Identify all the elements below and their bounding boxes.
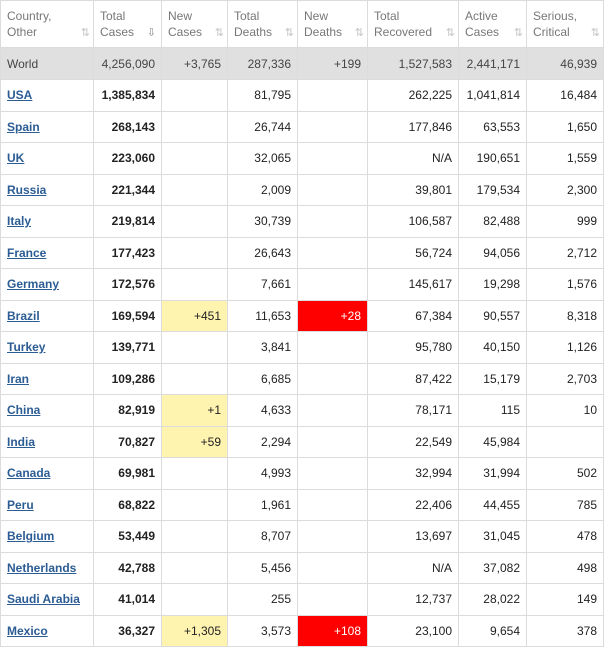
total-cases-cell: 169,594 [94, 300, 162, 332]
total-cases-cell: 223,060 [94, 143, 162, 175]
total-deaths-cell: 81,795 [228, 80, 298, 112]
total-deaths-cell: 7,661 [228, 269, 298, 301]
total-deaths-cell: 8,707 [228, 521, 298, 553]
total-recovered-cell: 177,846 [368, 111, 459, 143]
active-cases-cell: 31,045 [459, 521, 527, 553]
total-recovered-cell: 95,780 [368, 332, 459, 364]
country-cell [1, 458, 94, 490]
total-recovered-cell: N/A [368, 552, 459, 584]
total-cases-cell: 177,423 [94, 237, 162, 269]
active-cases-cell: 40,150 [459, 332, 527, 364]
total-cases-cell: 268,143 [94, 111, 162, 143]
sort-arrows-icon[interactable]: ⇅ [80, 27, 88, 39]
sort-arrows-icon[interactable]: ⇅ [513, 27, 521, 39]
new-cases-cell [162, 206, 228, 238]
total-deaths-cell: 1,961 [228, 489, 298, 521]
total-cases-cell: 109,286 [94, 363, 162, 395]
serious-critical-cell: 1,576 [527, 269, 604, 301]
country-link[interactable]: Peru [7, 497, 34, 512]
new-deaths-cell [298, 111, 368, 143]
total-recovered-cell: 67,384 [368, 300, 459, 332]
new-deaths-cell: +108 [298, 615, 368, 647]
new-cases-cell [162, 80, 228, 112]
column-header-label-line2: Deaths [234, 25, 273, 39]
table-row [1, 174, 604, 206]
new-cases-cell: +1 [162, 395, 228, 427]
new-cases-cell [162, 237, 228, 269]
column-header-country[interactable] [1, 1, 94, 48]
country-cell [1, 111, 94, 143]
total-recovered-cell: N/A [368, 143, 459, 175]
column-header-total-recovered[interactable] [368, 1, 459, 48]
new-deaths-cell [298, 584, 368, 616]
table-body [1, 48, 604, 647]
column-header-label-line2: Cases [168, 25, 203, 39]
active-cases-cell: 63,553 [459, 111, 527, 143]
country-cell [1, 269, 94, 301]
active-cases-cell: 37,082 [459, 552, 527, 584]
total-recovered-cell: 12,737 [368, 584, 459, 616]
column-header-total-deaths[interactable] [228, 1, 298, 48]
column-header-label-line2: Recovered [374, 25, 433, 39]
table-row [1, 237, 604, 269]
column-header-label-line1: New [304, 9, 329, 23]
total-cases-cell: 219,814 [94, 206, 162, 238]
active-cases-cell: 44,455 [459, 489, 527, 521]
table-row [1, 143, 604, 175]
column-header-label-line1: Total [100, 9, 126, 23]
country-cell [1, 395, 94, 427]
total-recovered-cell: 22,549 [368, 426, 459, 458]
column-header-total-cases[interactable] [94, 1, 162, 48]
active-cases-cell: 45,984 [459, 426, 527, 458]
total-deaths-cell: 255 [228, 584, 298, 616]
active-cases-cell: 1,041,814 [459, 80, 527, 112]
total-cases-cell: 41,014 [94, 584, 162, 616]
column-header-new-deaths[interactable] [298, 1, 368, 48]
serious-critical-cell: 1,126 [527, 332, 604, 364]
new-cases-cell [162, 269, 228, 301]
world-total-row [1, 48, 604, 80]
active-cases-cell: 94,056 [459, 237, 527, 269]
table-row [1, 458, 604, 490]
table-row [1, 584, 604, 616]
country-link[interactable]: Netherlands [7, 560, 77, 575]
total-recovered-cell: 145,617 [368, 269, 459, 301]
country-link[interactable]: China [7, 403, 41, 418]
serious-critical-cell: 2,712 [527, 237, 604, 269]
new-cases-cell [162, 143, 228, 175]
total-deaths-cell: 3,841 [228, 332, 298, 364]
world-new-deaths-cell: +199 [298, 48, 368, 80]
country-cell [1, 521, 94, 553]
sort-arrows-icon[interactable]: ⇅ [590, 27, 598, 39]
total-deaths-cell: 26,643 [228, 237, 298, 269]
active-cases-cell: 31,994 [459, 458, 527, 490]
column-header-label-line1: Total [234, 9, 260, 23]
table-row [1, 395, 604, 427]
table-header [1, 1, 604, 48]
total-recovered-cell: 32,994 [368, 458, 459, 490]
total-deaths-cell: 4,633 [228, 395, 298, 427]
new-deaths-cell [298, 363, 368, 395]
total-deaths-cell: 2,009 [228, 174, 298, 206]
sort-arrows-icon[interactable]: ⇅ [354, 27, 362, 39]
new-deaths-cell [298, 332, 368, 364]
active-cases-cell: 19,298 [459, 269, 527, 301]
new-cases-cell [162, 111, 228, 143]
new-deaths-cell [298, 521, 368, 553]
total-recovered-cell: 262,225 [368, 80, 459, 112]
total-cases-cell: 172,576 [94, 269, 162, 301]
serious-critical-cell: 478 [527, 521, 604, 553]
total-deaths-cell: 3,573 [228, 615, 298, 647]
total-cases-cell: 42,788 [94, 552, 162, 584]
new-deaths-cell: +28 [298, 300, 368, 332]
total-cases-cell: 36,327 [94, 615, 162, 647]
country-link[interactable]: Russia [7, 182, 47, 197]
table-row [1, 363, 604, 395]
table-row [1, 552, 604, 584]
new-cases-cell [162, 552, 228, 584]
active-cases-cell: 179,534 [459, 174, 527, 206]
new-cases-cell: +59 [162, 426, 228, 458]
sort-arrows-icon[interactable]: ⇅ [214, 27, 222, 39]
new-cases-cell: +451 [162, 300, 228, 332]
world-new-cases-cell: +3,765 [162, 48, 228, 80]
country-link[interactable]: Brazil [7, 308, 40, 323]
column-header-label-line1: New [168, 9, 193, 23]
new-deaths-cell [298, 80, 368, 112]
new-cases-cell [162, 489, 228, 521]
total-deaths-cell: 5,456 [228, 552, 298, 584]
table-row [1, 615, 604, 647]
new-cases-cell [162, 458, 228, 490]
active-cases-cell: 15,179 [459, 363, 527, 395]
world-serious-critical-cell: 46,939 [527, 48, 604, 80]
country-link[interactable]: France [7, 245, 47, 260]
country-link[interactable]: Mexico [7, 623, 48, 638]
country-link[interactable]: UK [7, 151, 25, 166]
header-row [1, 1, 604, 48]
total-recovered-cell: 23,100 [368, 615, 459, 647]
serious-critical-cell: 378 [527, 615, 604, 647]
new-deaths-cell [298, 269, 368, 301]
country-link[interactable]: Belgium [7, 529, 55, 544]
country-link[interactable]: India [7, 434, 36, 449]
active-cases-cell: 90,557 [459, 300, 527, 332]
total-recovered-cell: 56,724 [368, 237, 459, 269]
new-deaths-cell [298, 206, 368, 238]
new-deaths-cell [298, 426, 368, 458]
total-deaths-cell: 26,744 [228, 111, 298, 143]
country-link[interactable]: Iran [7, 371, 30, 386]
table-row [1, 489, 604, 521]
country-cell [1, 363, 94, 395]
total-recovered-cell: 87,422 [368, 363, 459, 395]
serious-critical-cell: 1,559 [527, 143, 604, 175]
serious-critical-cell: 502 [527, 458, 604, 490]
country-cell [1, 300, 94, 332]
world-total-cases-cell: 4,256,090 [94, 48, 162, 80]
new-deaths-cell [298, 552, 368, 584]
country-cell [1, 552, 94, 584]
active-cases-cell: 9,654 [459, 615, 527, 647]
new-cases-cell: +1,305 [162, 615, 228, 647]
total-deaths-cell: 30,739 [228, 206, 298, 238]
new-cases-cell [162, 521, 228, 553]
column-header-label-line2: Other [7, 25, 38, 39]
country-link[interactable]: Saudi Arabia [7, 592, 80, 607]
country-cell [1, 489, 94, 521]
serious-critical-cell: 2,703 [527, 363, 604, 395]
table-row [1, 111, 604, 143]
country-link[interactable]: Italy [7, 214, 32, 229]
country-cell [1, 615, 94, 647]
total-deaths-cell: 6,685 [228, 363, 298, 395]
column-header-new-cases[interactable] [162, 1, 228, 48]
new-cases-cell [162, 174, 228, 206]
country-link[interactable]: Canada [7, 466, 51, 481]
country-cell [1, 206, 94, 238]
new-cases-cell [162, 584, 228, 616]
column-header-label-line1: Serious, [533, 9, 578, 23]
total-deaths-cell: 32,065 [228, 143, 298, 175]
active-cases-cell: 190,651 [459, 143, 527, 175]
table-row [1, 426, 604, 458]
serious-critical-cell: 16,484 [527, 80, 604, 112]
country-link[interactable]: Turkey [7, 340, 46, 355]
country-cell [1, 174, 94, 206]
new-deaths-cell [298, 489, 368, 521]
world-country-cell: World [1, 48, 94, 80]
total-deaths-cell: 4,993 [228, 458, 298, 490]
active-cases-cell: 28,022 [459, 584, 527, 616]
total-cases-cell: 68,822 [94, 489, 162, 521]
total-recovered-cell: 13,697 [368, 521, 459, 553]
new-cases-cell [162, 332, 228, 364]
new-deaths-cell [298, 174, 368, 206]
world-active-cases-cell: 2,441,171 [459, 48, 527, 80]
serious-critical-cell [527, 426, 604, 458]
column-header-label-line2: Cases [100, 25, 135, 39]
total-cases-cell: 70,827 [94, 426, 162, 458]
total-cases-cell: 82,919 [94, 395, 162, 427]
country-link[interactable]: Germany [7, 277, 60, 292]
country-cell [1, 80, 94, 112]
country-link[interactable]: Spain [7, 119, 40, 134]
serious-critical-cell: 149 [527, 584, 604, 616]
new-cases-cell [162, 363, 228, 395]
total-cases-cell: 221,344 [94, 174, 162, 206]
country-cell [1, 143, 94, 175]
country-cell [1, 426, 94, 458]
sort-arrows-icon[interactable]: ⇅ [284, 27, 292, 39]
new-deaths-cell [298, 143, 368, 175]
table-row [1, 80, 604, 112]
total-recovered-cell: 39,801 [368, 174, 459, 206]
active-cases-cell: 82,488 [459, 206, 527, 238]
country-cell [1, 237, 94, 269]
table-row [1, 300, 604, 332]
table-row [1, 521, 604, 553]
total-recovered-cell: 106,587 [368, 206, 459, 238]
serious-critical-cell: 10 [527, 395, 604, 427]
world-total-deaths-cell: 287,336 [228, 48, 298, 80]
world-total-recovered-cell: 1,527,583 [368, 48, 459, 80]
new-deaths-cell [298, 395, 368, 427]
table-row [1, 269, 604, 301]
sort-descending-icon[interactable]: ⇩ [146, 27, 156, 39]
column-header-serious-critical[interactable] [527, 1, 604, 48]
serious-critical-cell: 498 [527, 552, 604, 584]
sort-arrows-icon[interactable]: ⇅ [445, 27, 453, 39]
serious-critical-cell: 999 [527, 206, 604, 238]
serious-critical-cell: 1,650 [527, 111, 604, 143]
total-deaths-cell: 11,653 [228, 300, 298, 332]
active-cases-cell: 115 [459, 395, 527, 427]
country-cell [1, 584, 94, 616]
total-cases-cell: 53,449 [94, 521, 162, 553]
column-header-label-line2: Cases [465, 25, 500, 39]
column-header-label-line2: Deaths [304, 25, 343, 39]
serious-critical-cell: 785 [527, 489, 604, 521]
column-header-active-cases[interactable] [459, 1, 527, 48]
country-cell [1, 332, 94, 364]
total-recovered-cell: 78,171 [368, 395, 459, 427]
table-row [1, 332, 604, 364]
total-recovered-cell: 22,406 [368, 489, 459, 521]
country-link[interactable]: USA [7, 88, 33, 103]
total-deaths-cell: 2,294 [228, 426, 298, 458]
serious-critical-cell: 2,300 [527, 174, 604, 206]
column-header-label-line1: Total [374, 9, 400, 23]
column-header-label-line1: Country, [7, 9, 52, 23]
new-deaths-cell [298, 458, 368, 490]
serious-critical-cell: 8,318 [527, 300, 604, 332]
table-row [1, 206, 604, 238]
column-header-label-line2: Critical [533, 25, 570, 39]
total-cases-cell: 1,385,834 [94, 80, 162, 112]
total-cases-cell: 139,771 [94, 332, 162, 364]
total-cases-cell: 69,981 [94, 458, 162, 490]
new-deaths-cell [298, 237, 368, 269]
column-header-label-line1: Active [465, 9, 498, 23]
